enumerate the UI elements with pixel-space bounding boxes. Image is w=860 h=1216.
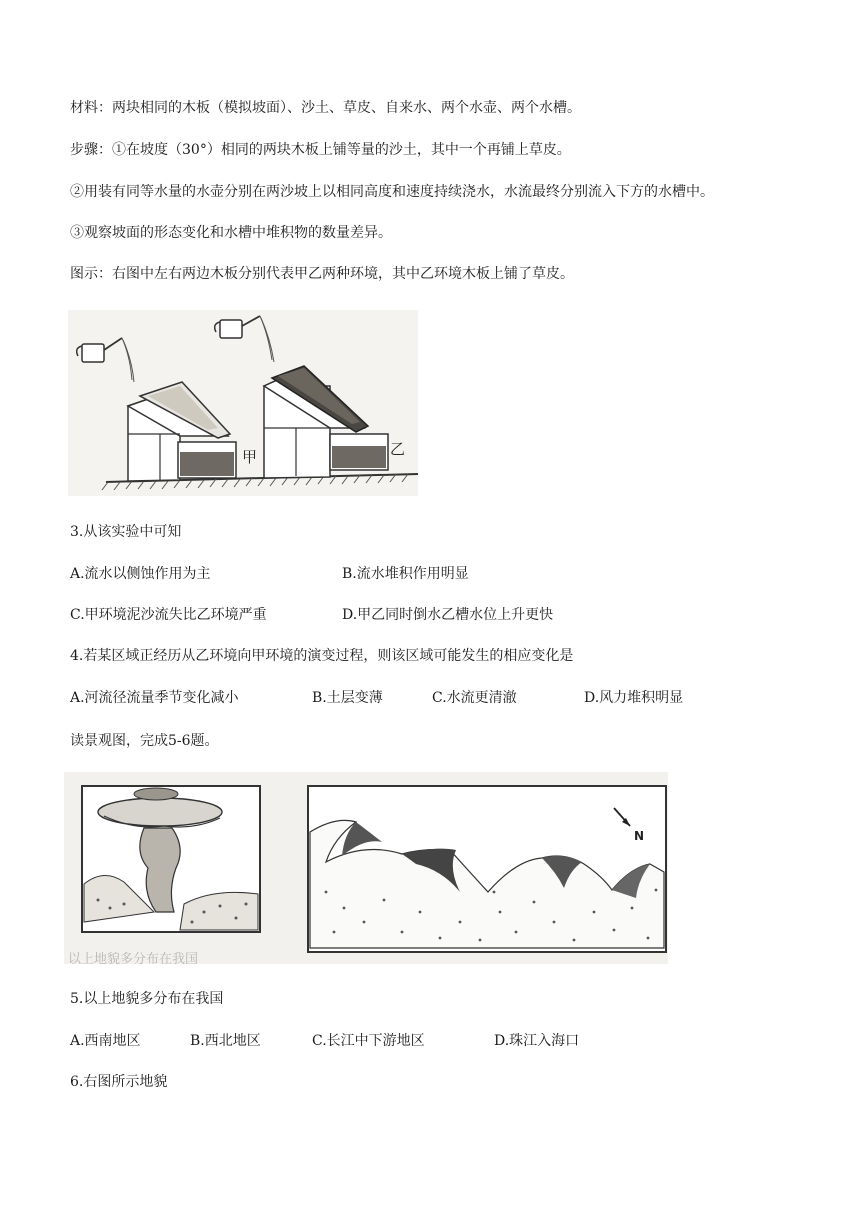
label-jia: 甲 [242,448,258,466]
q3-stem: 3.从该实验中可知 [70,524,182,540]
landscape-illustration [64,772,668,964]
setup-yi [215,316,388,478]
q4-option-d: D.风力堆积明显 [584,690,684,706]
kettle-yi [215,316,274,362]
kettle-jia [77,338,134,382]
q4-option-a: A.河流径流量季节变化减小 [70,690,239,706]
experiment-illustration [68,310,418,496]
landscape-caption-fragment: 以上地貌多分布在我国 [68,952,199,964]
q5-option-a: A.西南地区 [70,1033,141,1049]
north-label: N [634,829,645,843]
landscape-figure [64,772,668,964]
step3-line: ③观察坡面的形态变化和水槽中堆积物的数量差异。 [70,225,392,241]
q6-stem: 6.右图所示地貌 [70,1074,168,1090]
label-yi: 乙 [390,440,406,458]
q3-option-b: B.流水堆积作用明显 [342,566,469,582]
material-line: 材料：两块相同的木板（模拟坡面）、沙土、草皮、自来水、两个水壶、两个水槽。 [70,100,581,116]
experiment-figure [68,310,418,496]
step2-line: ②用装有同等水量的水壶分别在两沙坡上以相同高度和速度持续浇水，水流最终分别流入下方的水槽中。 [70,184,714,200]
setup-jia [77,338,236,481]
q5-option-b: B.西北地区 [190,1033,261,1049]
landscape-intro: 读景观图，完成5-6题。 [70,733,219,749]
q3-option-d: D.甲乙同时倒水乙槽水位上升更快 [342,607,554,623]
q5-stem: 5.以上地貌多分布在我国 [70,991,224,1007]
step1-line: 步骤：①在坡度（30°）相同的两块木板上铺等量的沙土，其中一个再铺上草皮。 [70,142,571,158]
figure-note-line: 图示：右图中左右两边木板分别代表甲乙两种环境，其中乙环境木板上铺了草皮。 [70,266,574,282]
q5-option-c: C.长江中下游地区 [312,1033,425,1049]
q3-option-c: C.甲环境泥沙流失比乙环境严重 [70,607,267,623]
q4-stem: 4.若某区域正经历从乙环境向甲环境的演变过程，则该区域可能发生的相应变化是 [70,648,574,664]
q4-option-c: C.水流更清澈 [432,690,517,706]
q4-option-b: B.土层变薄 [312,690,383,706]
q3-option-a: A.流水以侧蚀作用为主 [70,566,211,582]
q5-option-d: D.珠江入海口 [494,1033,580,1049]
